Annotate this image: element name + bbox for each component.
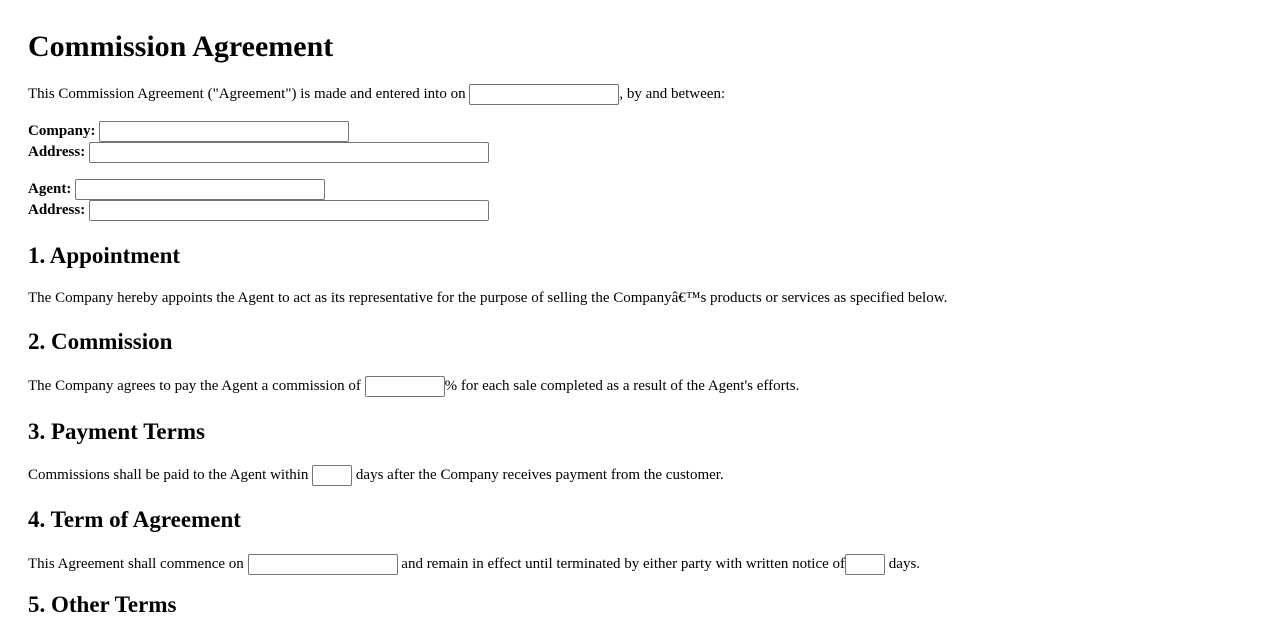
section-heading-commission: 2. Commission (28, 329, 173, 355)
commission-text-after: % for each sale completed as a result of the Agent's efforts. (444, 378, 800, 395)
agent-block (28, 179, 1250, 221)
agent-name-input[interactable] (75, 179, 325, 200)
intro-text-before: This Commission Agreement ("Agreement") is made and entered into on (28, 86, 470, 102)
notice-days-input[interactable] (845, 554, 885, 575)
term-text-before: This Agreement shall commence on (28, 556, 248, 573)
section-heading-other-terms: 5. Other Terms (28, 592, 177, 618)
agent-name-row (28, 179, 1250, 200)
section-heading-term: 4. Term of Agreement (28, 507, 241, 533)
agent-label: Agent: (28, 181, 72, 198)
company-name-row (28, 121, 1250, 142)
agent-address-row (28, 200, 1250, 221)
term-text-middle: and remain in effect until terminated by either party with written notice of (397, 556, 846, 573)
company-address-row (28, 142, 1250, 163)
term-start-date-input[interactable] (248, 554, 398, 575)
payment-text-after: days after the Company receives payment from the customer. (352, 467, 724, 484)
company-block (28, 121, 1250, 163)
appointment-paragraph: The Company hereby appoints the Agent to act as its representative for the purpose of selling the Companyâ€™s products or services as specified below. (28, 290, 948, 307)
company-address-label: Address: (28, 144, 86, 161)
commission-text-before: The Company agrees to pay the Agent a commission of (28, 378, 365, 395)
commission-paragraph (28, 376, 1250, 397)
intro-paragraph (28, 84, 1250, 105)
company-name-input[interactable] (99, 121, 349, 142)
payment-days-input[interactable] (312, 465, 352, 486)
payment-paragraph (28, 465, 1250, 486)
section-heading-payment-terms: 3. Payment Terms (28, 419, 205, 445)
agreement-date-input[interactable] (469, 84, 619, 105)
page-title: Commission Agreement (28, 30, 334, 63)
company-address-input[interactable] (89, 142, 489, 163)
agent-address-label: Address: (28, 202, 86, 219)
term-paragraph (28, 554, 1250, 575)
payment-text-before: Commissions shall be paid to the Agent within (28, 467, 313, 484)
commission-rate-input[interactable] (365, 376, 445, 397)
intro-text-after: , by and between: (619, 86, 726, 102)
agent-address-input[interactable] (89, 200, 489, 221)
term-text-after: days. (885, 556, 921, 573)
company-label: Company: (28, 123, 96, 140)
section-heading-appointment: 1. Appointment (28, 243, 181, 269)
